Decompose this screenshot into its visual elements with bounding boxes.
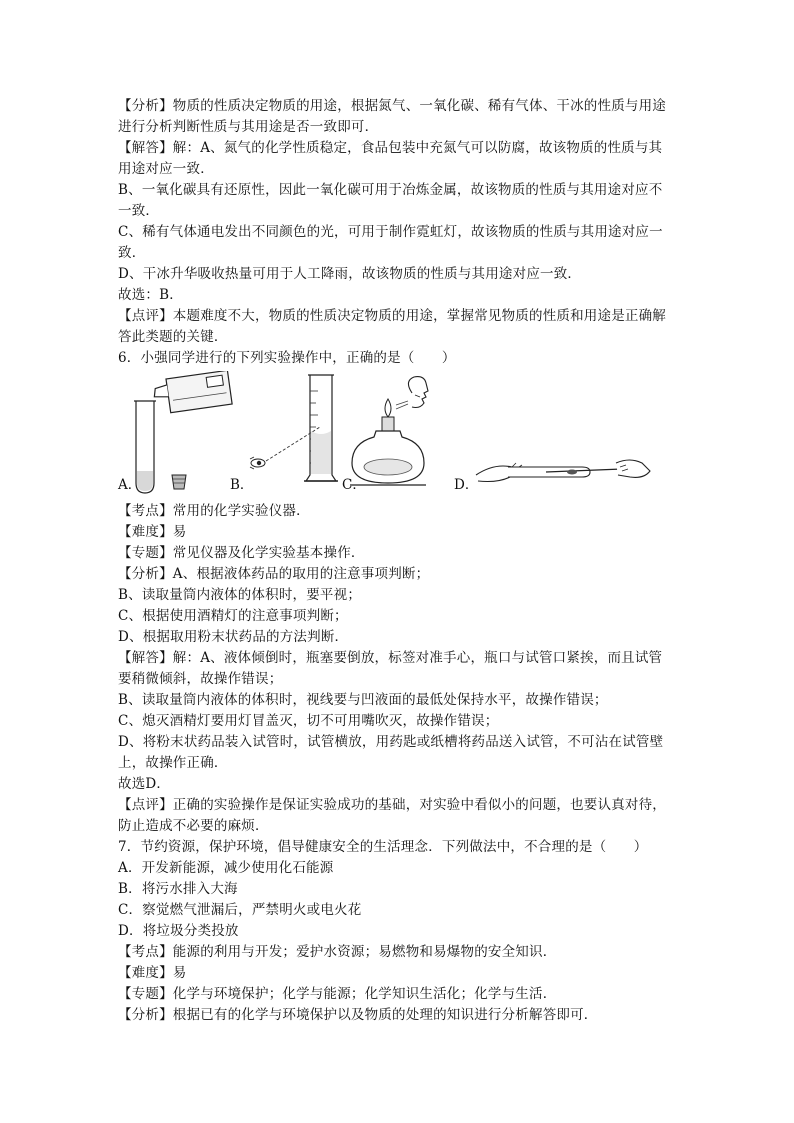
text-line: 【专题】常见仪器及化学实验基本操作．: [118, 545, 365, 561]
text-line: C、熄灭酒精灯要用灯冒盖灭，切不可用嘴吹灭，故操作错误；: [118, 713, 499, 729]
text-line: B、读取量筒内液体的体积时，视线要与凹液面的最低处保持水平，故操作错误；: [118, 692, 608, 708]
text-line: B、读取量筒内液体的体积时，要平视；: [118, 587, 362, 603]
text-line: 故选：B．: [118, 287, 183, 303]
text-line: 用途对应一致．: [118, 161, 214, 177]
text-line: 【难度】易: [118, 524, 187, 540]
text-line: D、干冰升华吸收热量可用于人工降雨，故该物质的性质与其用途对应一致．: [118, 266, 582, 282]
option-d: D．将垃圾分类投放: [118, 923, 239, 939]
figure-d-powder-into-tube: [454, 371, 654, 496]
text-line: 进行分析判断性质与其用途是否一致即可．: [118, 119, 379, 135]
text-line: 【点评】本题难度不大，物质的性质决定物质的用途，掌握常见物质的性质和用途是正确解: [118, 308, 666, 324]
text-line: 【考点】常用的化学实验仪器．: [118, 503, 310, 519]
text-line: 要稍微倾斜，故操作错误；: [118, 671, 283, 687]
text-line: D、根据取用粉末状药品的方法判断．: [118, 629, 349, 645]
figure-b-measuring-cylinder: [230, 371, 340, 496]
document-page: [118, 96, 688, 1026]
text-line: 【分析】物质的性质决定物质的用途，根据氮气、一氧化碳、稀有气体、干冰的性质与用途: [118, 98, 666, 114]
question-7: 7．节约资源，保护环境，倡导健康安全的生活理念．下列做法中，不合理的是（ ）: [118, 839, 648, 855]
text-line: 【分析】根据已有的化学与环境保护以及物质的处理的知识进行分析解答即可．: [118, 1007, 598, 1023]
figure-c-alcohol-lamp: [342, 371, 452, 496]
text-line: 【专题】化学与环境保护；化学与能源；化学知识生活化；化学与生活．: [118, 986, 557, 1002]
figure-a-pouring-liquid: [118, 371, 228, 496]
experiment-figures: [118, 371, 688, 501]
text-line: 一致．: [118, 203, 160, 219]
figure-c-label: C．: [342, 477, 366, 493]
option-a: A．开发新能源，减少使用化石能源: [118, 860, 334, 876]
text-line: 上，故操作正确．: [118, 755, 228, 771]
text-line: 【难度】易: [118, 965, 187, 981]
text-block-bottom: [118, 501, 688, 1026]
option-b: B．将污水排入大海: [118, 881, 238, 897]
text-line: 故选D．: [118, 776, 171, 792]
text-line: B、一氧化碳具有还原性，因此一氧化碳可用于冶炼金属，故该物质的性质与其用途对应不: [118, 182, 663, 198]
figure-d-label: D．: [454, 477, 479, 493]
text-line: 【解答】解：A、液体倾倒时，瓶塞要倒放，标签对准手心，瓶口与试管口紧挨，而且试管: [118, 650, 663, 666]
text-line: 【考点】能源的利用与开发；爱护水资源；易燃物和易爆物的安全知识．: [118, 944, 557, 960]
text-line: 致．: [118, 245, 146, 261]
figure-a-label: A．: [118, 477, 142, 493]
text-block-top: [118, 96, 688, 369]
question-6: 6．小强同学进行的下列实验操作中，正确的是（ ）: [118, 350, 456, 366]
text-line: 答此类题的关键．: [118, 329, 228, 345]
text-line: 【点评】正确的实验操作是保证实验成功的基础，对实验中看似小的问题，也要认真对待，: [118, 797, 666, 813]
text-line: C、根据使用酒精灯的注意事项判断；: [118, 608, 348, 624]
text-line: 【分析】A、根据液体药品的取用的注意事项判断；: [118, 566, 430, 582]
text-line: 防止造成不必要的麻烦．: [118, 818, 269, 834]
text-line: C、稀有气体通电发出不同颜色的光，可用于制作霓虹灯，故该物质的性质与其用途对应一: [118, 224, 663, 240]
text-line: D、将粉末状药品装入试管时，试管横放，用药匙或纸槽将药品送入试管，不可沾在试管壁: [118, 734, 664, 750]
option-c: C．察觉燃气泄漏后，严禁明火或电火花: [118, 902, 362, 918]
figure-b-label: B．: [230, 477, 254, 493]
text-line: 【解答】解：A、氮气的化学性质稳定，食品包装中充氮气可以防腐，故该物质的性质与其: [118, 140, 663, 156]
